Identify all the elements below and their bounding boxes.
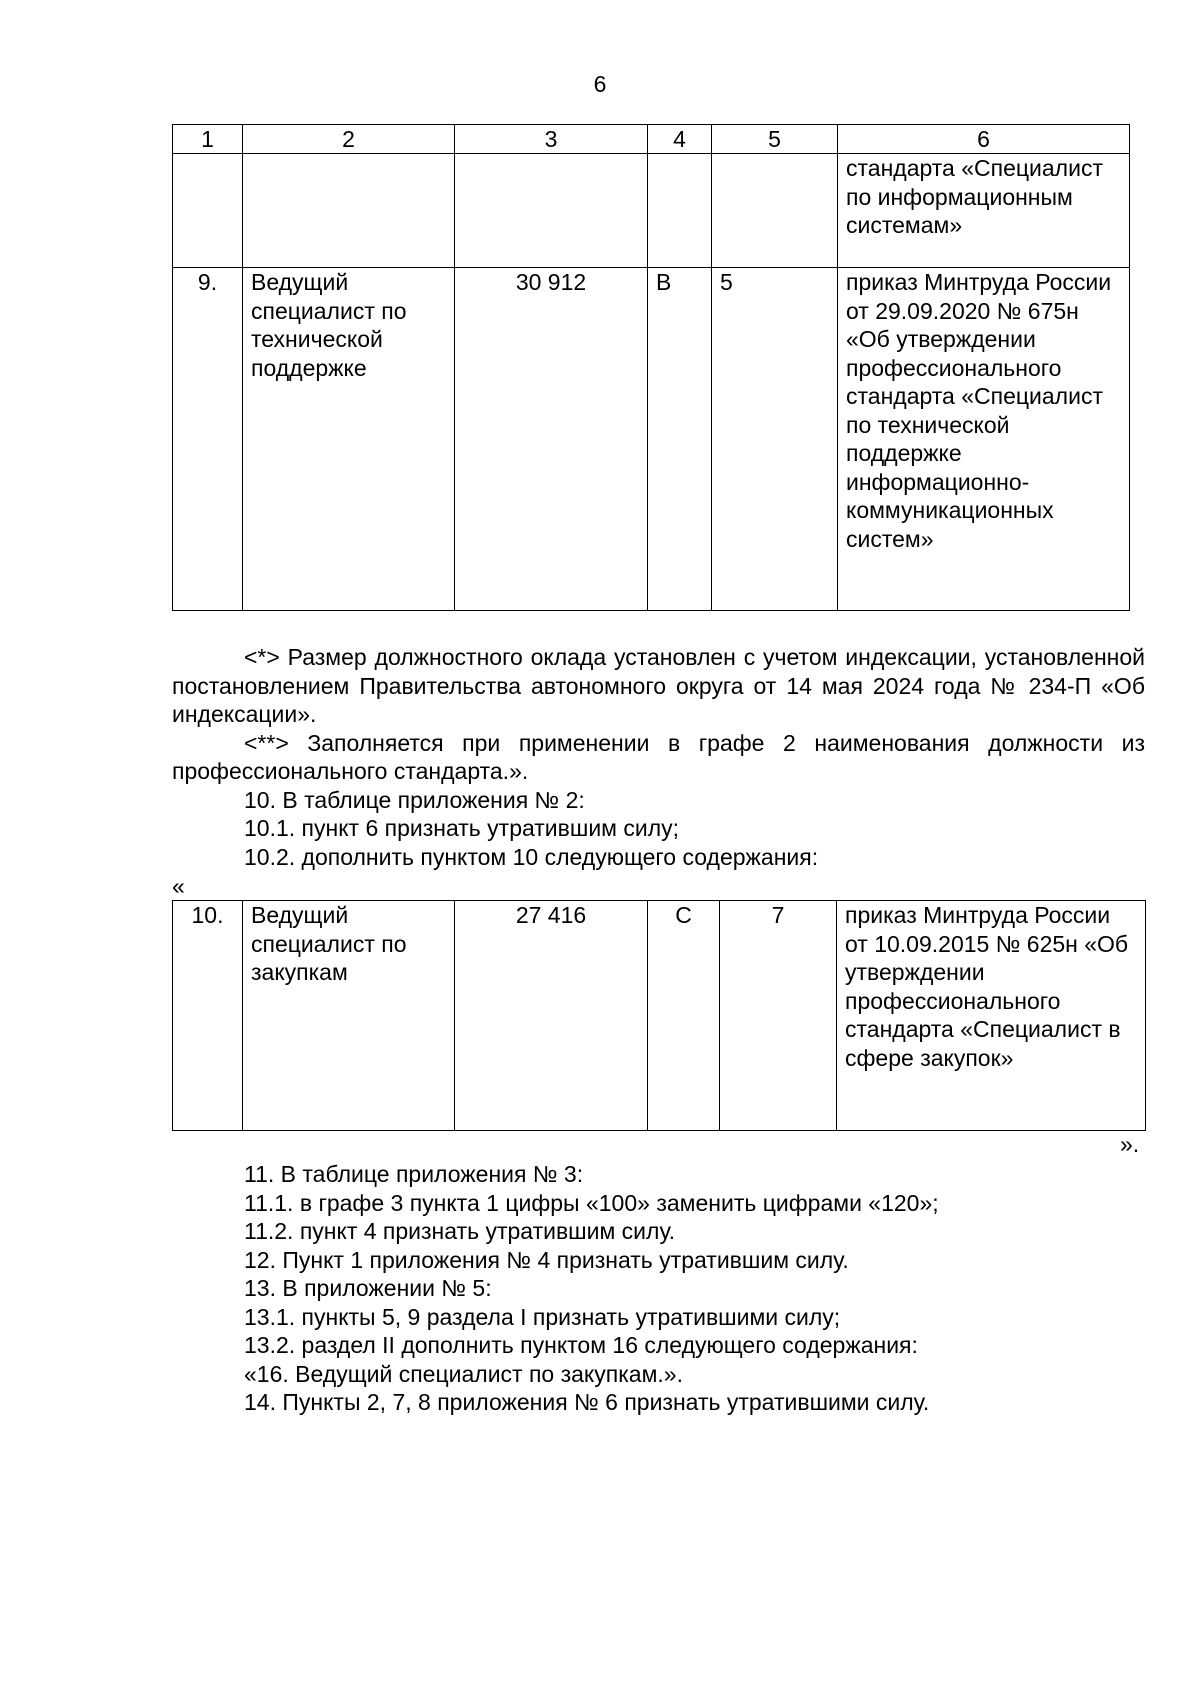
cell-number [173,154,243,268]
table-row [173,268,1130,611]
cell-number: 9. [173,268,243,611]
quote-open: « [172,873,185,899]
cell-position [243,154,455,268]
item-14: 14. Пункты 2, 7, 8 приложения № 6 признать утратившими силу. [244,1389,930,1415]
footnote-1: <*> Размер должностного оклада установлен с учетом индексации, установленной постановлением Правительства автономного округа от 14 мая 2024 года № 234-П «Об индексации». [172,644,1145,727]
positions-table [172,124,1130,611]
cell-position: Ведущий специалист по закупкам [243,901,455,1131]
cell-qualification: С [648,901,720,1131]
item-11: 11. В таблице приложения № 3: [244,1161,584,1187]
item-11-1: 11.1. в графе 3 пункта 1 цифры «100» заменить цифрами «120»; [244,1189,939,1216]
cell-level: 7 [720,901,837,1131]
cell-qualification [648,154,712,268]
item-13-1: 13.1. пункты 5, 9 раздела I признать утратившими силу; [244,1303,841,1330]
column-header: 6 [838,125,1130,154]
cell-position: Ведущий специалист по технической поддержке [243,268,455,611]
column-header: 4 [648,125,712,154]
cell-salary: 27 416 [455,901,648,1131]
item-13: 13. В приложении № 5: [244,1275,492,1301]
cell-standard: приказ Минтруда России от 10.09.2015 № 625н «Об утверждении профессионального стандарта «Специалист в сфере закупок» [837,901,1146,1131]
table-header-row [173,125,1130,154]
footnotes-and-items [172,643,1145,871]
item-10-1: 10.1. пункт 6 признать утратившим силу; [244,815,680,841]
table-row [173,154,1130,268]
cell-standard: приказ Минтруда России от 29.09.2020 № 675н «Об утверждении профессионального стандарта «Специалист по технической поддержке информационно-коммуникационных систем» [838,268,1130,611]
cell-level [712,154,838,268]
column-header: 1 [173,125,243,154]
quote-close: ». [1120,1131,1140,1157]
column-header: 2 [243,125,455,154]
table-row [173,901,1146,1131]
amendment-items [172,1160,1145,1417]
item-13-2: 13.2. раздел II дополнить пунктом 16 следующего содержания: [244,1332,918,1358]
cell-salary [455,154,648,268]
item-11-2: 11.2. пункт 4 признать утратившим силу. [244,1218,676,1244]
item-10-2: 10.2. дополнить пунктом 10 следующего содержания: [244,843,819,870]
column-header: 5 [712,125,838,154]
column-header: 3 [455,125,648,154]
cell-level: 5 [712,268,838,611]
inserted-row-table [172,900,1146,1131]
cell-standard: стандарта «Специалист по информационным системам» [838,154,1130,268]
cell-number: 10. [173,901,243,1131]
footnote-2: <**> Заполняется при применении в графе 2 наименования должности из профессионального стандарта.». [172,729,1145,784]
cell-salary: 30 912 [455,268,648,611]
item-10: 10. В таблице приложения № 2: [244,786,585,813]
page-number: 6 [593,71,607,97]
item-13-quote: «16. Ведущий специалист по закупкам.». [244,1360,683,1387]
item-12: 12. Пункт 1 приложения № 4 признать утратившим силу. [244,1246,849,1273]
cell-qualification: В [648,268,712,611]
